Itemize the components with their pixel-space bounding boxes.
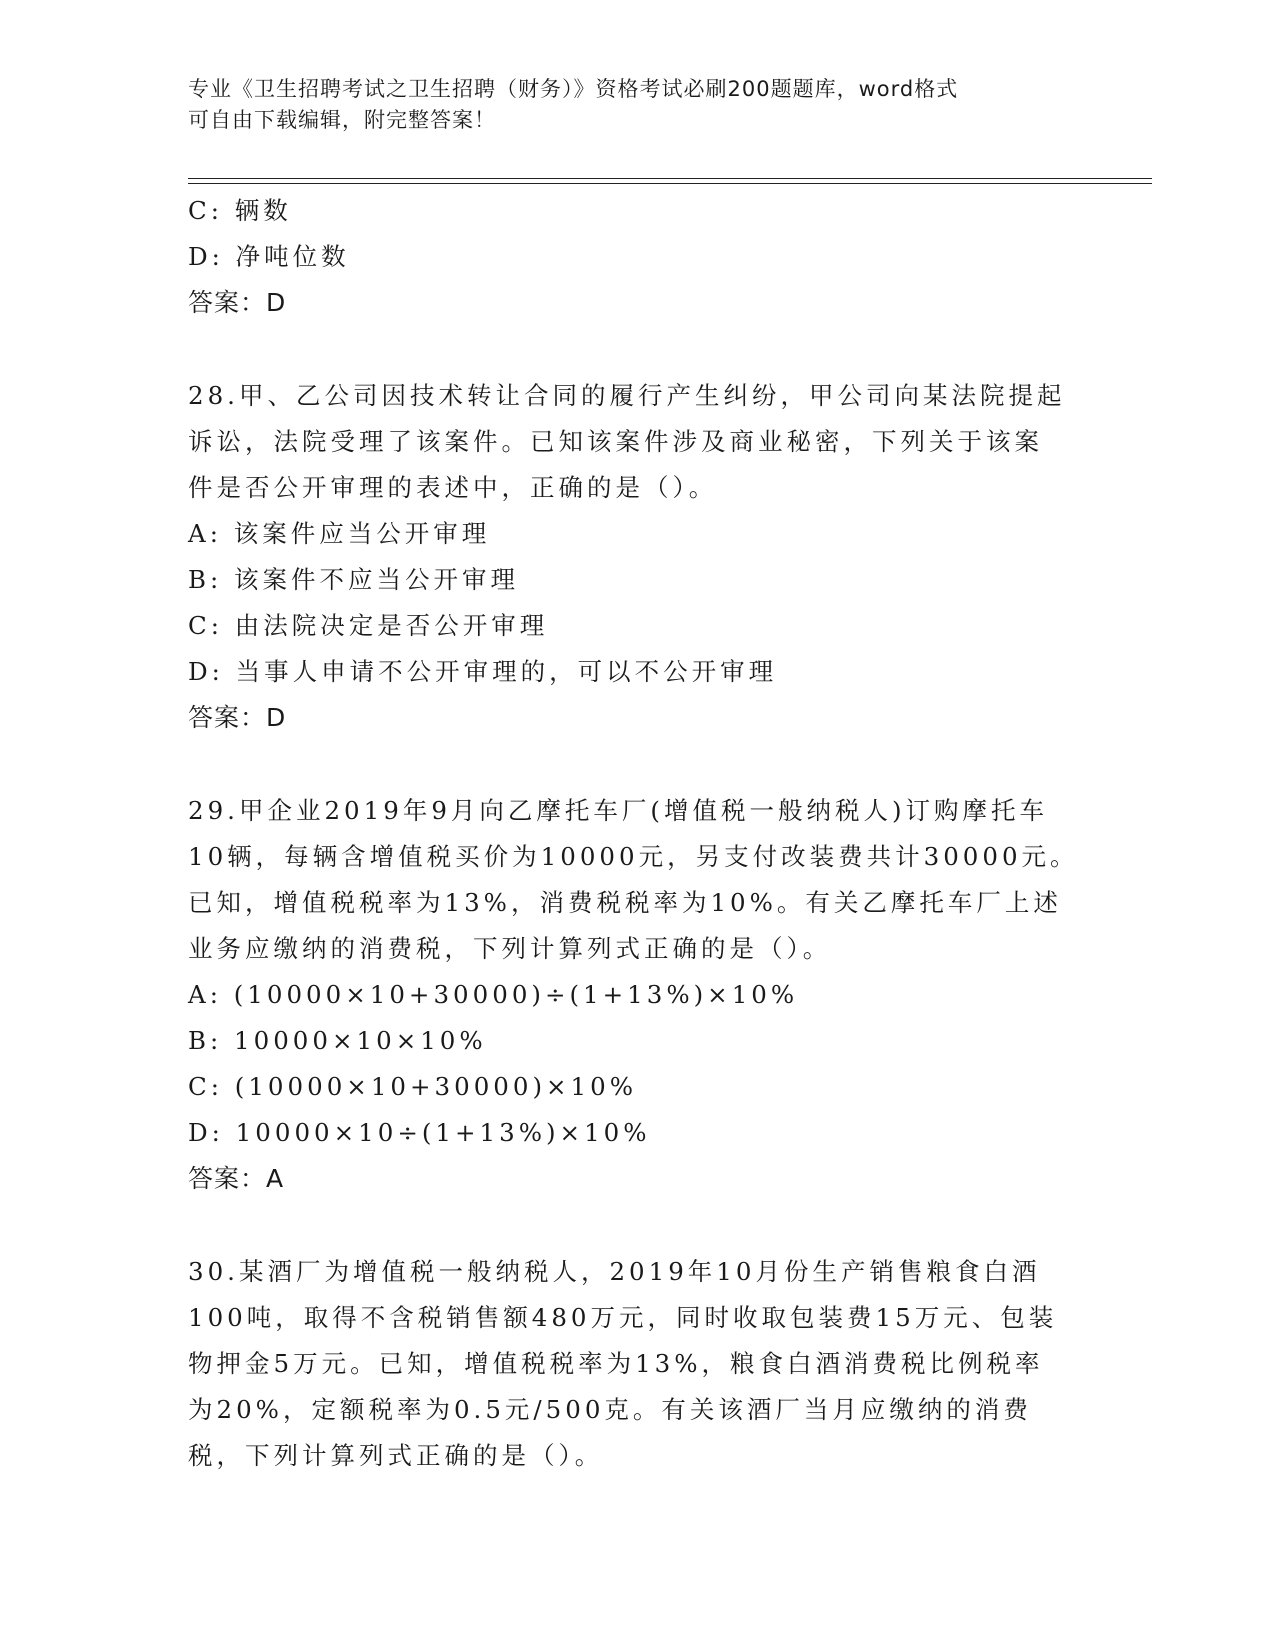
question-stem-line: 28.甲、乙公司因技术转让合同的履行产生纠纷，甲公司向某法院提起 (188, 381, 1066, 410)
header-title-line-1: 专业《卫生招聘考试之卫生招聘（财务）》资格考试必刷200题题库，word格式 (188, 77, 959, 101)
question-stem-line: 诉讼，法院受理了该案件。已知该案件涉及商业秘密，下列关于该案 (188, 427, 1043, 456)
option-c: C: 辆数 (188, 196, 292, 225)
header-title-line-2: 可自由下载编辑，附完整答案！ (188, 108, 496, 132)
question-stem-line: 已知，增值税税率为13%，消费税税率为10%。有关乙摩托车厂上述 (188, 888, 1062, 917)
option-d: D: 净吨位数 (188, 242, 350, 271)
question-stem-line: 物押金5万元。已知，增值税税率为13%，粮食白酒消费税比例税率 (188, 1349, 1044, 1378)
question-stem-line: 100吨，取得不含税销售额480万元，同时收取包装费15万元、包装 (188, 1303, 1058, 1332)
question-stem-line: 30.某酒厂为增值税一般纳税人，2019年10月份生产销售粮食白酒 (188, 1257, 1041, 1286)
question-stem-line: 件是否公开审理的表述中，正确的是（）。 (188, 473, 718, 502)
option-c: C: 由法院决定是否公开审理 (188, 611, 549, 640)
option-d: D: 当事人申请不公开审理的，可以不公开审理 (188, 657, 778, 686)
answer-line: 答案：D (188, 288, 287, 317)
question-spacer (188, 741, 1088, 788)
question-stem-line: 为20%，定额税率为0.5元/500克。有关该酒厂当月应缴纳的消费 (188, 1395, 1032, 1424)
option-a: A: 该案件应当公开审理 (188, 519, 491, 548)
question-spacer (188, 1202, 1088, 1249)
question-29 (188, 788, 1088, 1202)
question-stem-line: 29.甲企业2019年9月向乙摩托车厂(增值税一般纳税人)订购摩托车 (188, 796, 1049, 825)
document-header (188, 74, 1068, 136)
option-b: B: 10000×10×10% (188, 1026, 487, 1055)
option-a: A: (10000×10+30000)÷(1+13%)×10% (188, 980, 799, 1009)
question-spacer (188, 326, 1088, 373)
question-stem-line: 业务应缴纳的消费税，下列计算列式正确的是（）。 (188, 934, 832, 963)
option-b: B: 该案件不应当公开审理 (188, 565, 520, 594)
question-list (188, 188, 1088, 1479)
answer-line: 答案：D (188, 703, 287, 732)
header-divider-top (188, 178, 1152, 179)
header-divider-bottom (188, 183, 1152, 184)
question-stem-line: 税，下列计算列式正确的是（）。 (188, 1441, 604, 1470)
option-d: D: 10000×10÷(1+13%)×10% (188, 1118, 651, 1147)
question-stem-line: 10辆，每辆含增值税买价为10000元，另支付改装费共计30000元。 (188, 842, 1079, 871)
option-c: C: (10000×10+30000)×10% (188, 1072, 637, 1101)
question-27-tail (188, 188, 1088, 326)
question-28 (188, 373, 1088, 741)
answer-line: 答案：A (188, 1164, 285, 1193)
question-30 (188, 1249, 1088, 1479)
